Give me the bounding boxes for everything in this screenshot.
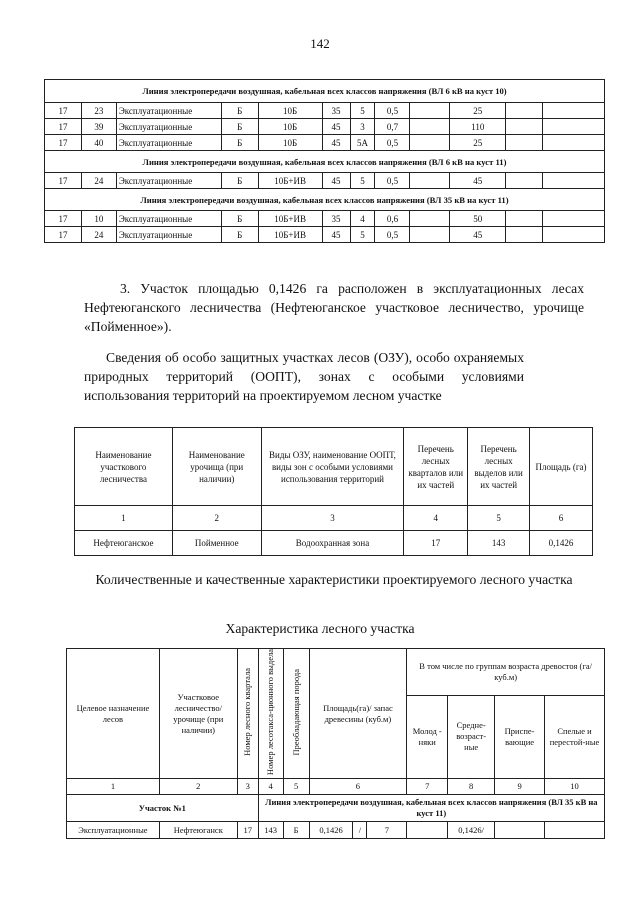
cell-young [407, 822, 448, 839]
header-vydel-text: Номер лесотакса-ционного выдела [265, 649, 276, 776]
header-young: Молод - няки [407, 695, 448, 778]
table-row [45, 103, 605, 119]
plot-location-paragraph: 3. Участок площадью 0,1426 га расположен в эксплуатационных лесах Нефтеюганского лесничества (Нефтеюганское участковое лесничество, урочище «Пойменное»). [84, 281, 584, 334]
col-number: 4 [258, 779, 283, 795]
col-number: 3 [261, 506, 404, 531]
cell-extra3 [543, 173, 605, 189]
col-number: 4 [404, 506, 468, 531]
table-row [45, 135, 605, 151]
cell-extra3 [543, 135, 605, 151]
cell-block: 17 [45, 173, 82, 189]
group-header-row [45, 189, 605, 211]
cell-middle: 0,1426/ [448, 822, 495, 839]
characteristics-subheading: Характеристика лесного участка [225, 621, 415, 636]
cell-category: Б [221, 119, 258, 135]
cell-age-class: 35 [322, 103, 350, 119]
cell-extra [410, 103, 450, 119]
plot-label: Участок №1 [67, 795, 259, 822]
col-number: 2 [159, 779, 237, 795]
table-row [45, 173, 605, 189]
col-number: 2 [172, 506, 261, 531]
cell-area: 0,5 [375, 103, 410, 119]
cell-purpose: Эксплуатационные [116, 103, 221, 119]
cell-vydel: 5 [350, 173, 375, 189]
cell-area: 0,1426 [309, 822, 353, 839]
cell-composition: 10Б [258, 119, 322, 135]
cell-area: 0,5 [375, 135, 410, 151]
ozu-table [74, 427, 593, 556]
cell-extra3 [543, 103, 605, 119]
col-number: 6 [309, 779, 407, 795]
cell-stock: 50 [450, 211, 506, 227]
characteristics-heading: Количественные и качественные характеристики проектируемого лесного участка [95, 572, 573, 587]
cell-area: 0,5 [375, 227, 410, 243]
col-number: 7 [407, 779, 448, 795]
cell-category: Б [221, 103, 258, 119]
cell-area: 0,1426 [530, 531, 593, 556]
header-age-group: В том числе по группам возраста древостоя (га/куб.м) [407, 649, 605, 696]
table-row [45, 211, 605, 227]
plot-characteristics-table [66, 648, 605, 839]
header-species [283, 649, 309, 779]
header-area: Площадь (га) [530, 428, 593, 506]
col-number: 6 [530, 506, 593, 531]
header-quarters: Перечень лесных кварталов или их частей [404, 428, 468, 506]
cell-block: 17 [45, 103, 82, 119]
cell-stock: 110 [450, 119, 506, 135]
group-header-row [45, 80, 605, 103]
cell-slash: / [353, 822, 367, 839]
col-number: 1 [67, 779, 160, 795]
cell-extra2 [506, 119, 543, 135]
cell-stock: 7 [367, 822, 407, 839]
cell-quarter: 24 [81, 173, 116, 189]
cell-quarter: 24 [81, 227, 116, 243]
cell-species: Б [283, 822, 309, 839]
cell-extra2 [506, 173, 543, 189]
cell-composition: 10Б [258, 135, 322, 151]
cell-vydel: 5А [350, 135, 375, 151]
cell-extra [410, 227, 450, 243]
cell-composition: 10Б [258, 103, 322, 119]
group-header-row [45, 151, 605, 173]
group-header: Линия электропередачи воздушная, кабельная всех классов напряжения (ВЛ 35 кВ на куст 11) [45, 189, 605, 211]
cell-vydel: 5 [350, 227, 375, 243]
cell-extra [410, 173, 450, 189]
group-header: Линия электропередачи воздушная, кабельная всех классов напряжения (ВЛ 6 кВ на куст 11) [45, 151, 605, 173]
cell-purpose: Эксплуатационные [116, 135, 221, 151]
cell-composition: 10Б+ИВ [258, 227, 322, 243]
col-number: 5 [283, 779, 309, 795]
cell-stock: 45 [450, 173, 506, 189]
cell-purpose: Эксплуатационные [116, 173, 221, 189]
cell-category: Б [221, 211, 258, 227]
cell-purpose: Эксплуатационные [67, 822, 160, 839]
cell-vydel: 143 [258, 822, 283, 839]
header-quarter [237, 649, 258, 779]
ozu-heading: Сведения об особо защитных участках лесов (ОЗУ), особо охраняемых природных территорий (ООПТ), зонах с особыми условиями использования территорий на проектируемом лесном участке [84, 350, 524, 403]
cell-extra3 [543, 119, 605, 135]
header-district: Наименование участкового лесничества [75, 428, 173, 506]
header-district: Участковое лесничество/ урочище (при наличии) [159, 649, 237, 779]
header-mature: Спелые и перестой-ные [545, 695, 605, 778]
cell-block: 17 [45, 211, 82, 227]
cell-stock: 45 [450, 227, 506, 243]
header-quarter-text: Номер лесного квартала [242, 668, 253, 756]
cell-extra [410, 135, 450, 151]
cell-quarter: 17 [404, 531, 468, 556]
cell-quarter: 23 [81, 103, 116, 119]
cell-district: Нефтеюганск [159, 822, 237, 839]
cell-age-class: 45 [322, 119, 350, 135]
cell-quarter: 17 [237, 822, 258, 839]
cell-area: 0,6 [375, 211, 410, 227]
cell-composition: 10Б+ИВ [258, 211, 322, 227]
cell-extra [410, 211, 450, 227]
col-number: 5 [468, 506, 530, 531]
header-ozu-types: Виды ОЗУ, наименование ООПТ, виды зон с особыми условиями использования территорий [261, 428, 404, 506]
cell-extra [410, 119, 450, 135]
col-number: 3 [237, 779, 258, 795]
header-ripening: Приспе-вающие [495, 695, 545, 778]
cell-category: Б [221, 227, 258, 243]
cell-ozu-type: Водоохранная зона [261, 531, 404, 556]
cell-stock: 25 [450, 103, 506, 119]
cell-stock: 25 [450, 135, 506, 151]
table-row [45, 227, 605, 243]
cell-category: Б [221, 173, 258, 189]
cell-extra3 [543, 211, 605, 227]
cell-block: 17 [45, 119, 82, 135]
cell-age-class: 45 [322, 135, 350, 151]
cell-area: 0,7 [375, 119, 410, 135]
cell-purpose: Эксплуатационные [116, 211, 221, 227]
header-species-text: Преобладающая порода [290, 668, 301, 756]
cell-age-class: 35 [322, 211, 350, 227]
line-label: Линия электропередачи воздушная, кабельная всех классов напряжения (ВЛ 35 кВ на куст 11) [258, 795, 604, 822]
cell-quarter: 39 [81, 119, 116, 135]
cell-quarter: 10 [81, 211, 116, 227]
cell-vydel: 5 [350, 103, 375, 119]
col-number: 8 [448, 779, 495, 795]
col-number: 10 [545, 779, 605, 795]
cell-purpose: Эксплуатационные [116, 119, 221, 135]
header-vydels: Перечень лесных выделов или их частей [468, 428, 530, 506]
header-middle: Средне-возраст-ные [448, 695, 495, 778]
header-area: Площадь(га)/ запас древесины (куб.м) [309, 649, 407, 779]
cell-extra2 [506, 211, 543, 227]
header-tract: Наименование урочища (при наличии) [172, 428, 261, 506]
cell-tract: Пойменное [172, 531, 261, 556]
cell-ripening [495, 822, 545, 839]
cell-block: 17 [45, 227, 82, 243]
col-number: 9 [495, 779, 545, 795]
cell-vydel: 4 [350, 211, 375, 227]
cell-extra2 [506, 227, 543, 243]
cell-purpose: Эксплуатационные [116, 227, 221, 243]
forest-plots-table [44, 79, 605, 243]
cell-district: Нефтеюганское [75, 531, 173, 556]
cell-extra2 [506, 103, 543, 119]
cell-age-class: 45 [322, 227, 350, 243]
cell-block: 17 [45, 135, 82, 151]
cell-vydel: 3 [350, 119, 375, 135]
header-vydel [258, 649, 283, 779]
header-purpose: Целевое назначение лесов [67, 649, 160, 779]
cell-category: Б [221, 135, 258, 151]
cell-mature [545, 822, 605, 839]
cell-quarter: 40 [81, 135, 116, 151]
page-number: 142 [310, 36, 330, 51]
cell-age-class: 45 [322, 173, 350, 189]
col-number: 1 [75, 506, 173, 531]
group-header: Линия электропередачи воздушная, кабельная всех классов напряжения (ВЛ 6 кВ на куст 10) [45, 80, 605, 103]
cell-extra3 [543, 227, 605, 243]
table-row [45, 119, 605, 135]
cell-composition: 10Б+ИВ [258, 173, 322, 189]
cell-area: 0,5 [375, 173, 410, 189]
cell-extra2 [506, 135, 543, 151]
cell-vydel: 143 [468, 531, 530, 556]
